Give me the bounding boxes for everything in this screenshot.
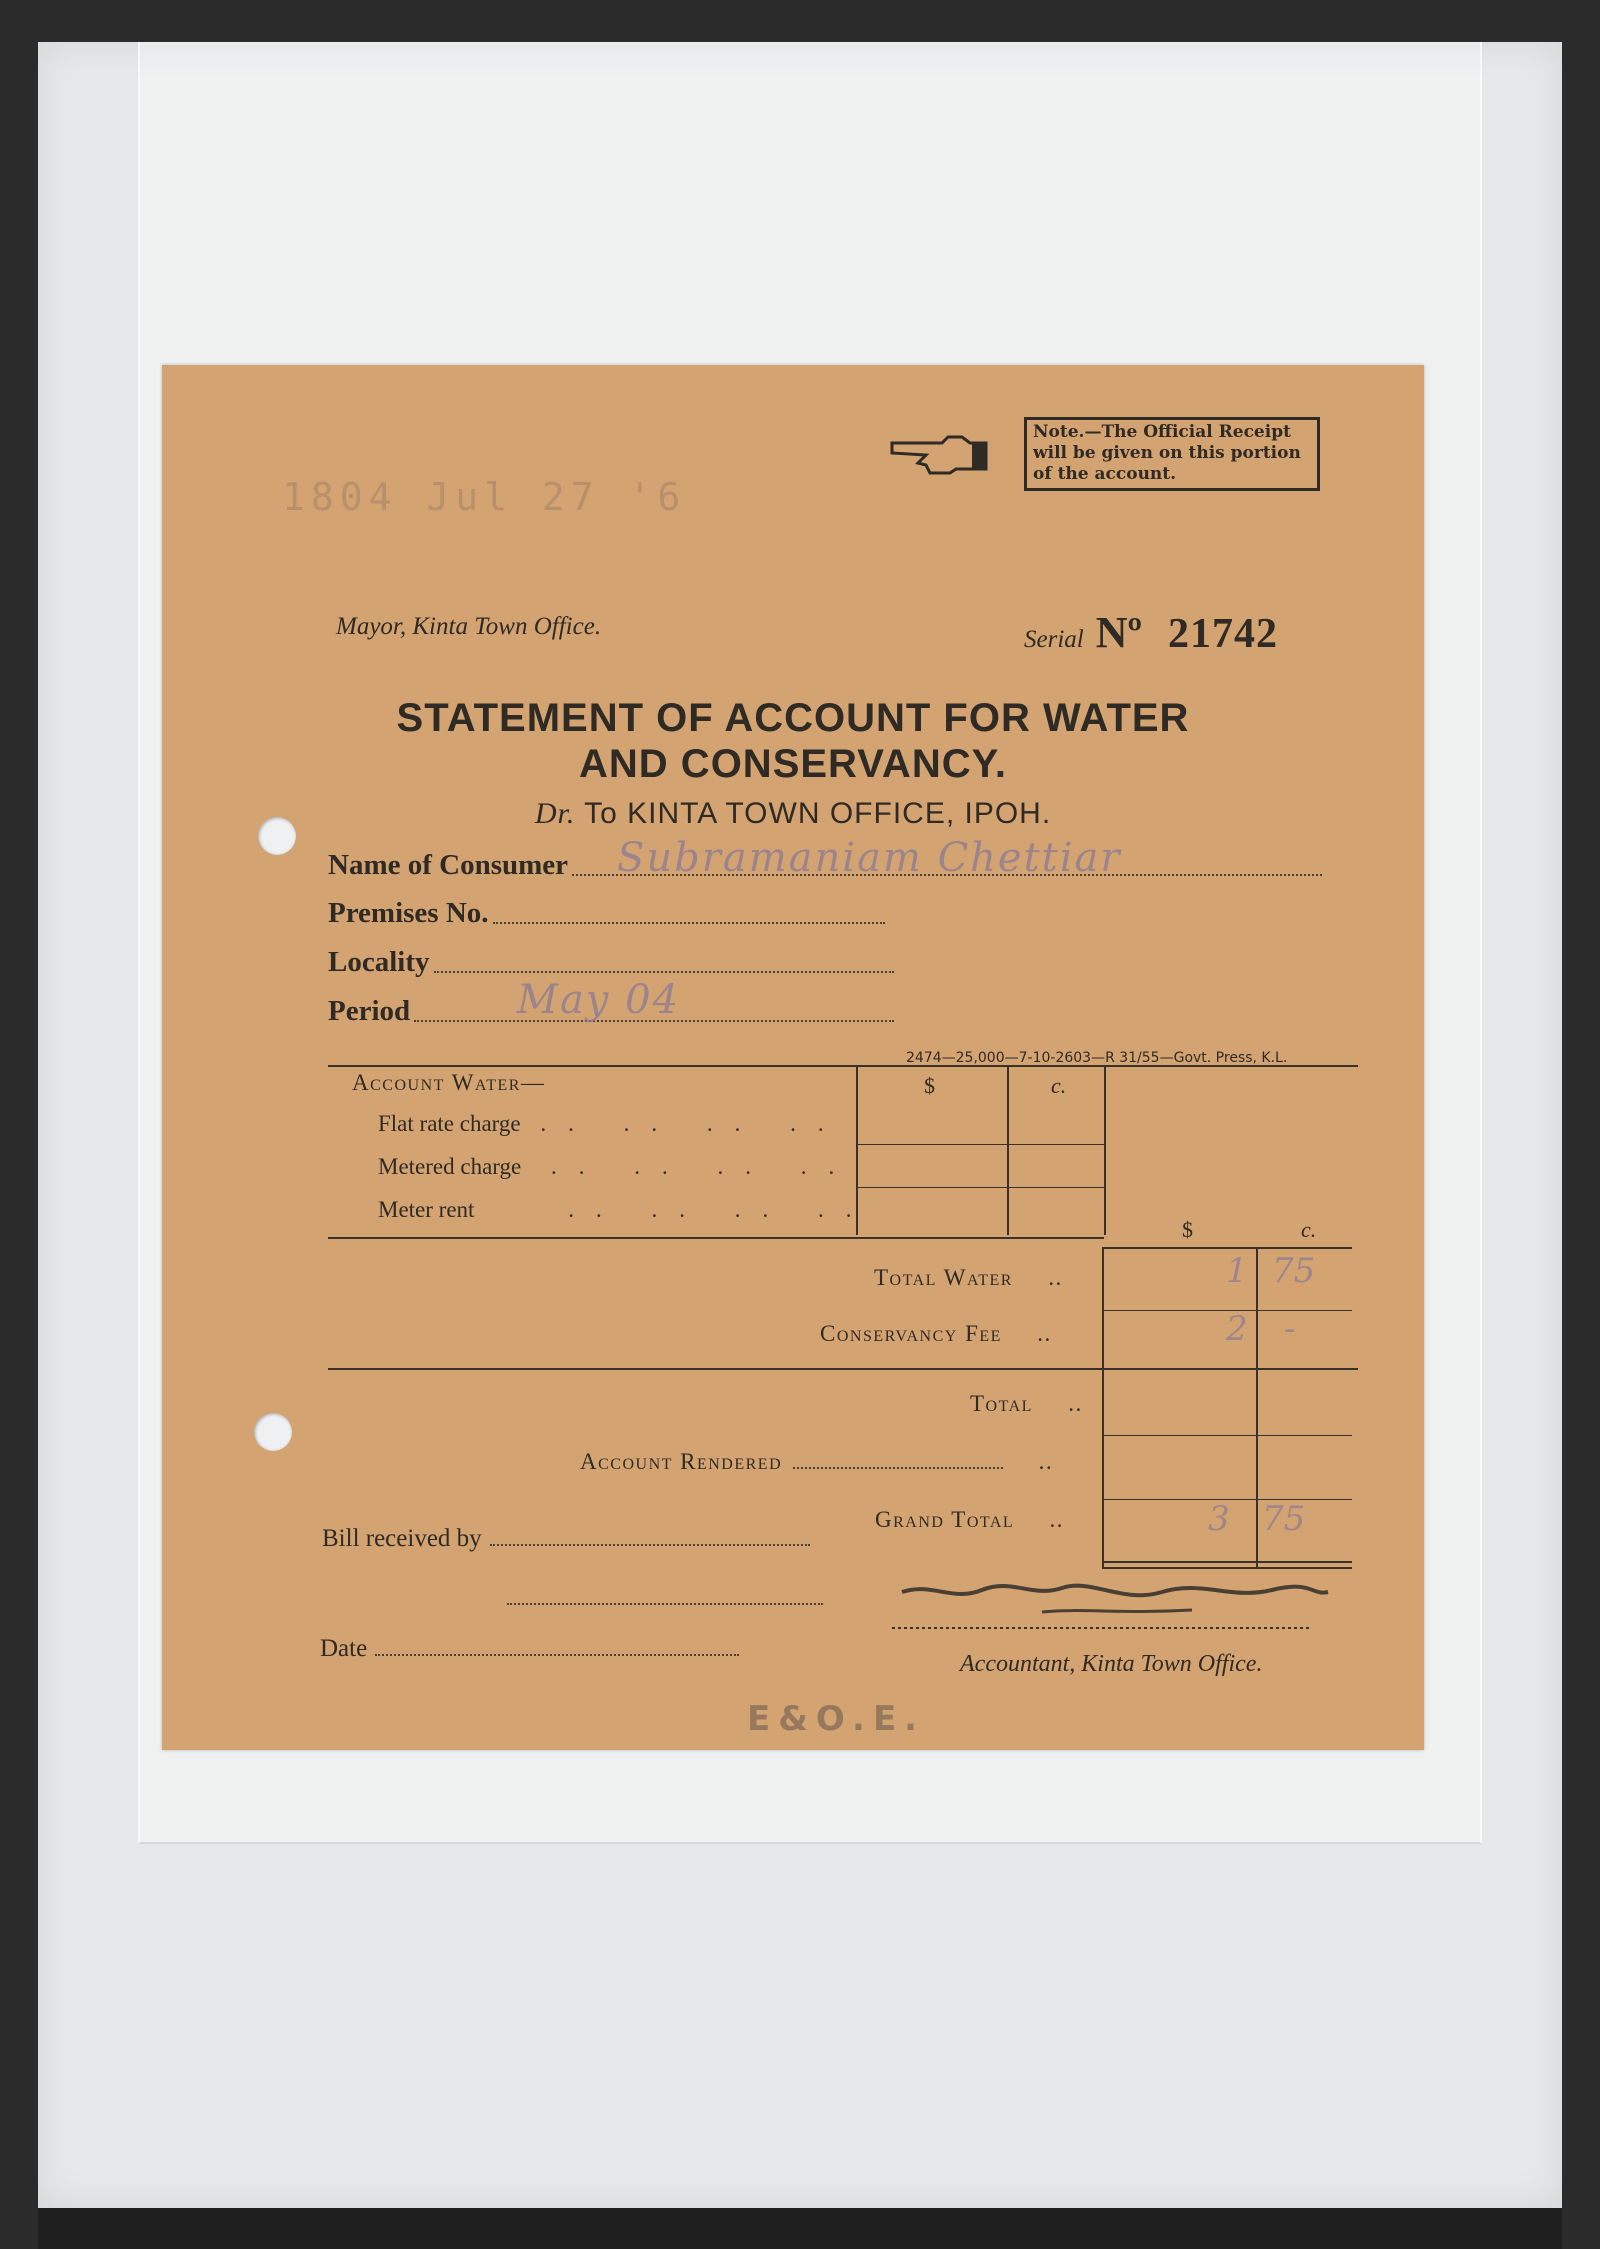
conservancy-cents: -	[1284, 1309, 1296, 1349]
total-water-label: Total Water	[874, 1265, 1013, 1290]
accountant-signature	[892, 1578, 1332, 1636]
locality-field	[328, 946, 894, 979]
conservancy-dollars: 2	[1226, 1309, 1248, 1349]
conservancy-row	[820, 1321, 1052, 1347]
totals-col-dollar: $	[1182, 1217, 1193, 1242]
bottom-stamp: E&O.E.	[747, 1699, 926, 1739]
total-water-dollars: 1	[1226, 1251, 1248, 1291]
metered-charge-leader: .. .. .. ..	[551, 1154, 857, 1179]
meter-rent-leader: .. .. .. ..	[568, 1197, 874, 1222]
conservancy-leader: ..	[1037, 1321, 1052, 1346]
grand-total-dollars: 3	[1208, 1499, 1230, 1539]
date-row	[320, 1635, 739, 1663]
bill-received-row	[322, 1525, 810, 1553]
faint-date-stamp: 1804 Jul 27 '6	[282, 475, 687, 519]
to-office: To KINTA TOWN OFFICE, IPOH.	[584, 797, 1052, 830]
serial-block	[1024, 607, 1278, 658]
title-line-1: STATEMENT OF ACCOUNT FOR WATER	[396, 696, 1190, 740]
consumer-name-handwriting: Subramaniam Chettiar	[617, 835, 1122, 881]
total-leader: ..	[1068, 1391, 1083, 1416]
note-line-1: Note.—The Official Receipt	[1033, 422, 1291, 442]
note-line-3: of the account.	[1033, 464, 1177, 484]
col-cents: c.	[1051, 1073, 1067, 1098]
account-water-heading: Account Water—	[352, 1070, 546, 1095]
period-handwriting: May 04	[517, 977, 681, 1023]
printer-imprint: 2474—25,000—7-10-2603—R 31/55—Govt. Press, K.L.	[906, 1050, 1288, 1066]
punch-hole-bottom	[254, 1413, 292, 1451]
total-water-row	[874, 1265, 1063, 1291]
serial-label: Serial	[1024, 626, 1084, 653]
col-dollar-sign: $	[924, 1073, 935, 1098]
metered-charge-row	[378, 1154, 856, 1180]
account-rendered-label: Account Rendered	[580, 1449, 783, 1474]
meter-rent-label: Meter rent	[378, 1197, 475, 1222]
account-rendered-leader: ..	[1038, 1449, 1054, 1474]
totals-col-cents: c.	[1301, 1217, 1317, 1242]
meter-rent-row	[378, 1197, 873, 1223]
bill-received-label: Bill received by	[322, 1525, 482, 1552]
consumer-name-label: Name of Consumer	[328, 849, 569, 881]
total-water-cents: 75	[1272, 1251, 1316, 1291]
conservancy-label: Conservancy Fee	[820, 1321, 1002, 1346]
period-label: Period	[328, 995, 411, 1027]
total-label: Total	[970, 1391, 1033, 1416]
grand-total-row	[875, 1507, 1064, 1533]
flat-rate-leader: .. .. .. ..	[540, 1111, 846, 1136]
flat-rate-row	[378, 1111, 846, 1137]
grand-total-label: Grand Total	[875, 1507, 1015, 1532]
pointing-hand-icon	[890, 429, 990, 475]
grand-total-cents: 75	[1262, 1499, 1306, 1539]
premises-field	[328, 897, 885, 930]
serial-no-sign: Nº	[1095, 608, 1143, 657]
total-water-leader: ..	[1048, 1265, 1063, 1290]
locality-label: Locality	[328, 946, 430, 978]
debtor-line	[162, 797, 1424, 831]
premises-label: Premises No.	[328, 897, 489, 929]
serial-number: 21742	[1168, 611, 1279, 657]
total-row	[970, 1391, 1083, 1417]
accountant-caption: Accountant, Kinta Town Office.	[960, 1651, 1263, 1677]
water-bill-document	[162, 365, 1424, 1750]
title-line-2: AND CONSERVANCY.	[579, 742, 1007, 786]
account-rendered-row	[580, 1449, 1053, 1475]
date-label: Date	[320, 1635, 368, 1662]
flat-rate-label: Flat rate charge	[378, 1111, 521, 1136]
document-title	[162, 695, 1424, 787]
metered-charge-label: Metered charge	[378, 1154, 522, 1179]
bottom-dark-band	[38, 2208, 1562, 2249]
dr-label: Dr.	[534, 797, 576, 830]
grand-total-leader: ..	[1049, 1507, 1064, 1532]
mayor-heading: Mayor, Kinta Town Office.	[336, 613, 602, 640]
note-box	[1024, 417, 1320, 491]
note-line-2: will be given on this portion	[1033, 443, 1301, 463]
